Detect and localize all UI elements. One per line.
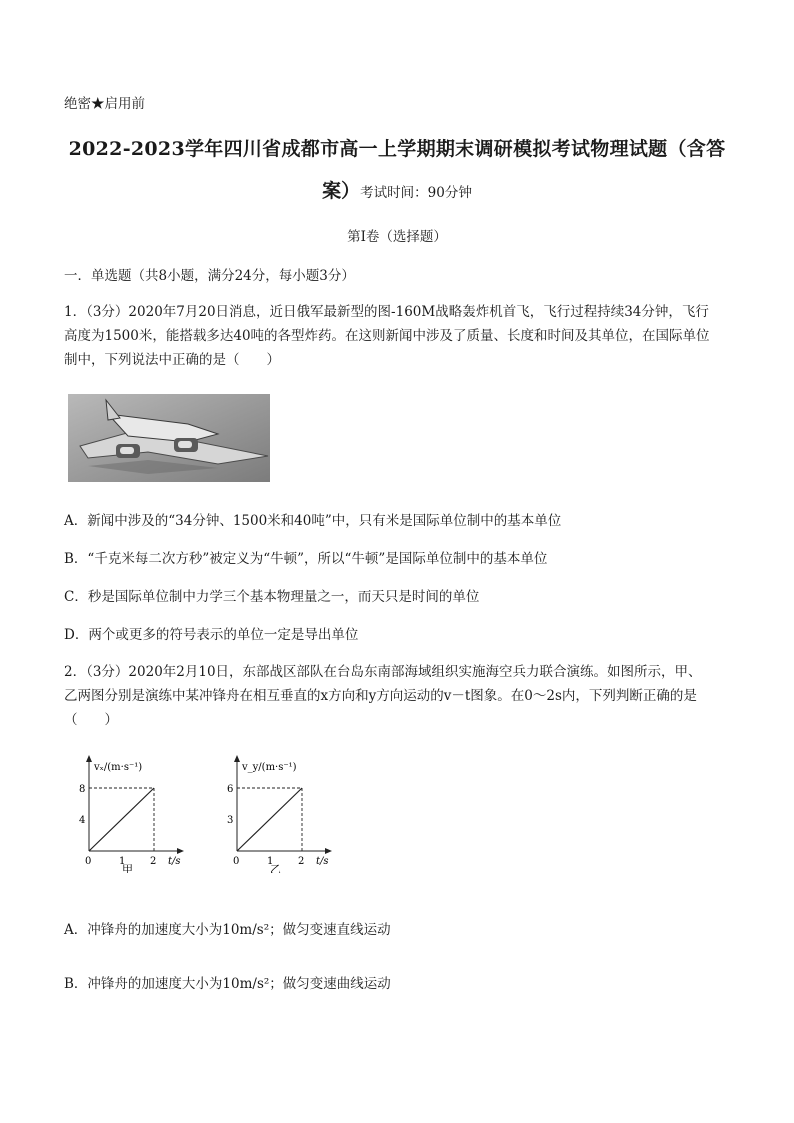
x-tick-label: 0 (233, 856, 240, 867)
question-2-line: 乙两图分别是演练中某冲锋舟在相互垂直的x方向和y方向运动的v－t图象。在0～2s内，下列判断正确的是 (64, 688, 697, 704)
question-1-option-c: C．秒是国际单位制中力学三个基本物理量之一，而天只是时间的单位 (64, 589, 480, 605)
velocity-line (89, 788, 154, 851)
x-tick-label: 0 (85, 856, 92, 867)
question-2-line: （ ） (64, 712, 118, 728)
x-axis-arrow (177, 848, 184, 854)
question-1-option-b: B．“千克米每二次方秒”被定义为“牛顿”，所以“牛顿”是国际单位制中的基本单位 (64, 551, 548, 567)
confidential-label: 绝密★启用前 (64, 96, 145, 112)
y-axis-label: v_y/(m·s⁻¹) (242, 762, 297, 773)
velocity-line (237, 788, 302, 851)
vx-t-graph (76, 753, 236, 873)
y-tick-label: 3 (227, 815, 234, 826)
bomber-photo (68, 394, 270, 482)
y-axis-arrow (86, 755, 92, 762)
x-axis-arrow (325, 848, 332, 854)
exam-duration: 考试时间：90分钟 (360, 185, 472, 201)
question-1-stem (64, 300, 710, 372)
x-axis-label: t/s (168, 856, 181, 867)
bomber-image (68, 394, 270, 482)
section-heading: 一．单选题（共8小题，满分24分，每小题3分） (64, 268, 355, 284)
x-tick-label: 1 (119, 856, 126, 867)
question-2-line: 2．（3分）2020年2月10日，东部战区部队在台岛东南部海域组织实施海空兵力联合演练。如图所示，甲、 (64, 664, 702, 680)
question-2-stem (64, 660, 702, 732)
question-2-option-b: B．冲锋舟的加速度大小为10m/s²；做匀变速曲线运动 (64, 976, 391, 992)
y-tick-label: 4 (79, 815, 86, 826)
section-label: 第Ⅰ卷（选择题） (347, 229, 447, 245)
vy-t-graph (224, 753, 384, 873)
question-1-line: 1．（3分）2020年7月20日消息，近日俄军最新型的图-160M战略轰炸机首飞，飞行过程持续34分钟，飞行 (64, 304, 709, 320)
exam-title-line2 (0, 176, 794, 203)
x-tick-label: 1 (267, 856, 274, 867)
figure-caption: 甲 (122, 863, 133, 873)
y-axis-arrow (234, 755, 240, 762)
y-tick-label: 6 (227, 784, 234, 795)
question-1-line: 制中，下列说法中正确的是（ ） (64, 352, 280, 368)
x-tick-label: 2 (150, 856, 157, 867)
x-tick-label: 2 (298, 856, 305, 867)
question-2-option-a: A．冲锋舟的加速度大小为10m/s²；做匀变速直线运动 (64, 922, 391, 938)
x-axis-label: t/s (316, 856, 329, 867)
question-1-option-a: A．新闻中涉及的“34分钟、1500米和40吨”中，只有米是国际单位制中的基本单位 (64, 513, 562, 529)
y-axis-label: vₓ/(m·s⁻¹) (94, 762, 143, 773)
exam-title-line1: 2022-2023学年四川省成都市高一上学期期末调研模拟考试物理试题（含答 (68, 138, 726, 160)
y-tick-label: 8 (79, 784, 86, 795)
question-1-line: 高度为1500米，能搭载多达40吨的各型炸药。在这则新闻中涉及了质量、长度和时间及其单位，在国际单位 (64, 328, 710, 344)
figure-caption: 乙 (270, 863, 281, 873)
question-1-option-d: D．两个或更多的符号表示的单位一定是导出单位 (64, 627, 359, 643)
exam-title-end: 案） (322, 180, 361, 202)
